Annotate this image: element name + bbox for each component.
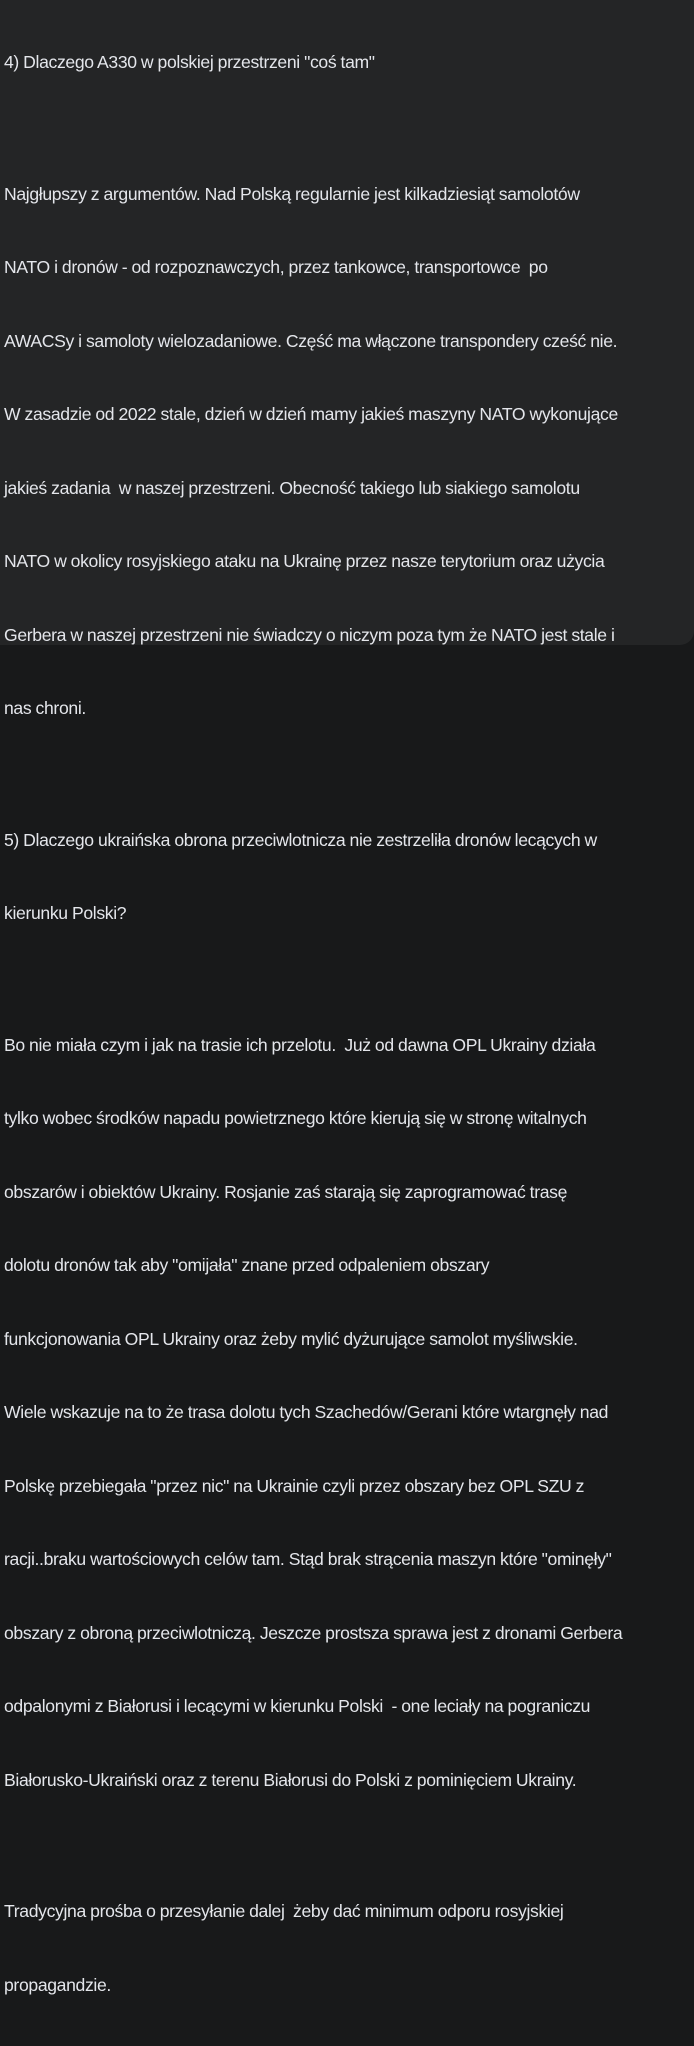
text-line: 5) Dlaczego ukraińska obrona przeciwlotnicza nie zestrzeliła dronów lecących w (4, 829, 597, 850)
text-line: Wiele wskazuje na to że trasa dolotu tych Szachedów/Gerani które wtargnęły nad (4, 1402, 609, 1422)
text-line: obszarów i obiektów Ukrainy. Rosjanie zaś starają się zaprogramować trasę (4, 1181, 568, 1202)
text-line: odpalonymi z Białorusi i lecącymi w kierunku Polski - one leciały na pograniczu (4, 1696, 591, 1716)
text-line: Najgłupszy z argumentów. Nad Polską regularnie jest kilkadziesiąt samolotów (4, 183, 580, 204)
text-line: racji..braku wartościowych celów tam. Stąd brak strącenia maszyn które "ominęły" (4, 1549, 612, 1569)
text-line: funkcjonowania OPL Ukrainy oraz żeby mylić dyżurujące samolot myśliwskie. (4, 1328, 578, 1349)
text-line: jakieś zadania w naszej przestrzeni. Obecność takiego lub siakiego samolotu (4, 477, 580, 498)
text-line: W zasadzie od 2022 stale, dzień w dzień mamy jakieś maszyny NATO wykonujące (4, 404, 618, 424)
text-line: Tradycyjna prośba o przesyłanie dalej żeby dać minimum odporu rosyjskiej (4, 1901, 564, 1921)
answer-5 (4, 984, 690, 1842)
text-line: propagandzie. (4, 1974, 111, 1995)
text-line: NATO i dronów - od rozpoznawczych, przez tankowce, transportowce po (4, 257, 548, 277)
text-line: Bo nie miała czym i jak na trasie ich przelotu. Już od dawna OPL Ukrainy działa (4, 1034, 596, 1055)
text-line: Białorusko-Ukraiński oraz z terenu Białorusi do Polski z pominięciem Ukrainy. (4, 1769, 577, 1790)
text-line: dolotu dronów tak aby "omijała" znane przed odpaleniem obszary (4, 1255, 490, 1275)
text-line: Polskę przebiegała "przez nic" na Ukrainie czyli przez obszary bez OPL SZU z (4, 1475, 585, 1496)
text-line: nas chroni. (4, 698, 86, 718)
closing-request (4, 1850, 690, 2046)
answer-4 (4, 133, 690, 770)
text-line: Gerbera w naszej przestrzeni nie świadczy o niczym poza tym że NATO jest stale i (4, 624, 615, 645)
text-line: tylko wobec środków napadu powietrznego które kierują się w stronę witalnych (4, 1108, 587, 1128)
text-line: NATO w okolicy rosyjskiego ataku na Ukrainę przez nasze terytorium oraz użycia (4, 551, 605, 571)
text-line: obszary z obroną przeciwlotniczą. Jeszcze prostsza sprawa jest z dronami Gerbera (4, 1622, 623, 1643)
heading-question-4 (4, 0, 690, 124)
text-line: 4) Dlaczego A330 w polskiej przestrzeni "coś tam" (4, 52, 375, 72)
text-line: AWACSy i samoloty wielozadaniowe. Część ma włączone transpondery cześć nie. (4, 330, 618, 351)
text-line: kierunku Polski? (4, 903, 127, 923)
heading-question-5 (4, 779, 690, 975)
